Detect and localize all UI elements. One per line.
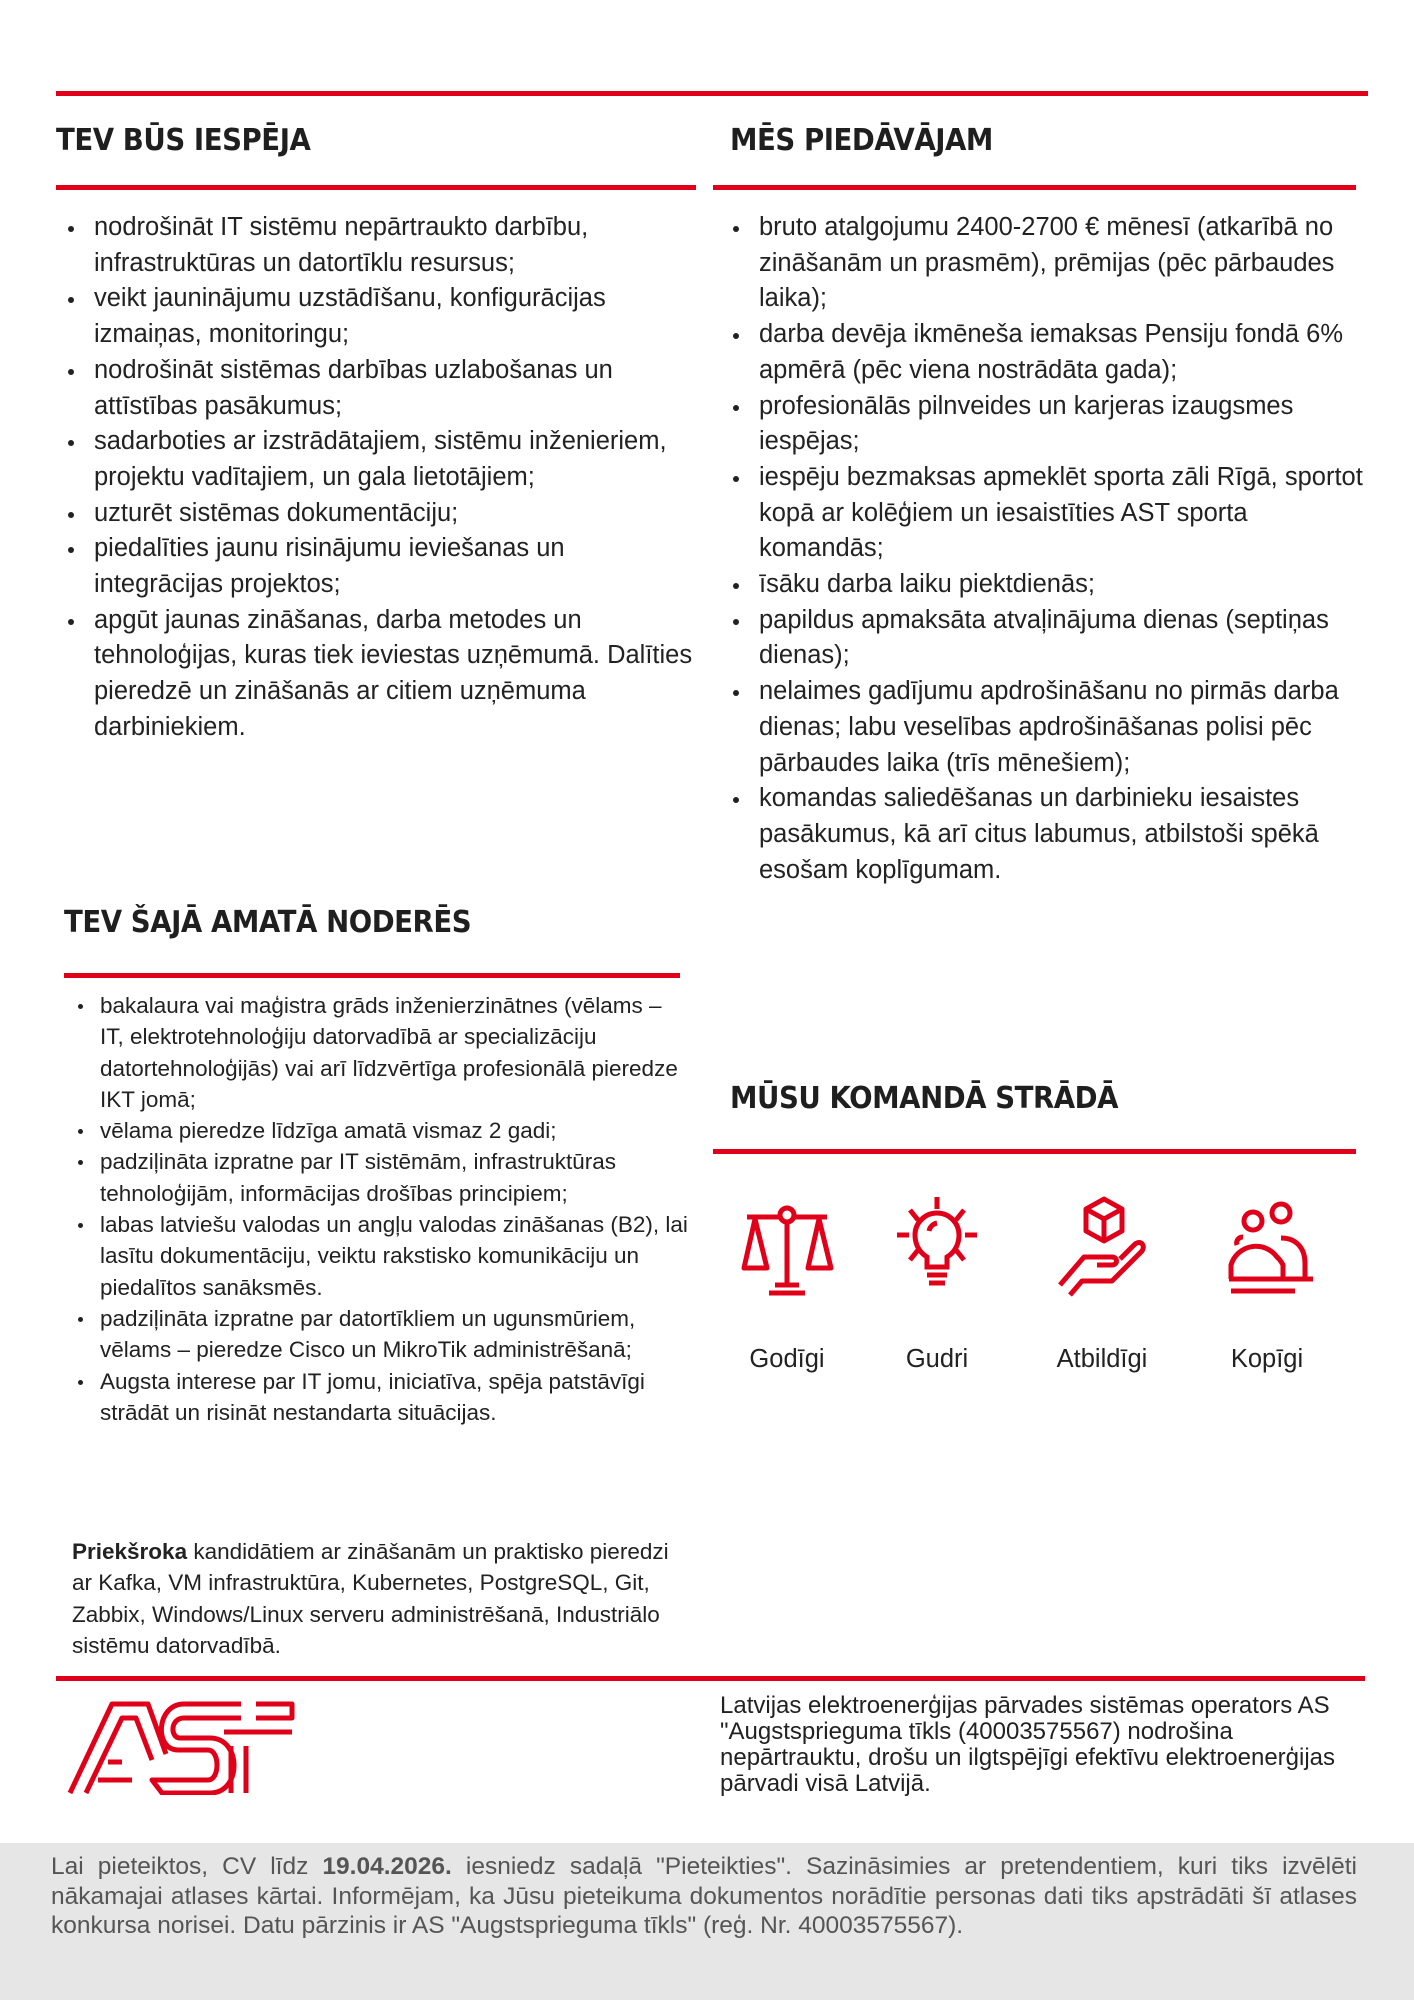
application-notice xyxy=(51,1852,1357,1941)
list-item: bruto atalgojumu 2400-2700 € mēnesī (atkarībā no zināšanām un prasmēm), prēmijas (pēc pārbaudes laika); xyxy=(723,210,1363,317)
advantage-text: kandidātiem ar zināšanām un praktisko pieredzi ar Kafka, VM infrastruktūra, Kubernetes, PostgreSQL, Git, Zabbix, Windows/Linux serveru administrēšanā, Industriālo sistēmu datorvadībā. xyxy=(72,1539,669,1658)
list-item: īsāku darba laiku piektdienās; xyxy=(723,567,1363,603)
value-honest xyxy=(712,1195,862,1373)
footer-divider xyxy=(56,1676,1365,1681)
section-title-we-offer: MĒS PIEDĀVĀJAM xyxy=(730,123,993,158)
list-item: padziļināta izpratne par datortīkliem un ugunsmūriem, vēlams – pieredze Cisco un MikroTik administrēšanā; xyxy=(70,1303,690,1366)
list-item: apgūt jaunas zināšanas, darba metodes un tehnoloģijas, kuras tiek ieviestas uzņēmumā. Dalīties pieredzē un zināšanās ar citiem uzņēmuma darbiniekiem. xyxy=(58,603,698,746)
notice-prefix: Lai pieteiktos, CV līdz xyxy=(51,1853,323,1880)
opportunities-list xyxy=(58,210,698,746)
opportunities-underline xyxy=(56,185,696,190)
value-responsible xyxy=(1027,1195,1177,1373)
value-smart xyxy=(862,1195,1012,1373)
list-item: darba devēja ikmēneša iemaksas Pensiju fondā 6% apmērā (pēc viena nostrādāta gada); xyxy=(723,317,1363,388)
requirements-list xyxy=(70,990,690,1428)
section-title-requirements: TEV ŠAJĀ AMATĀ NODERĒS xyxy=(64,905,472,940)
company-description: Latvijas elektroenerģijas pārvades sistēmas operators AS "Augstsprieguma tīkls (40003575567) nodrošina nepārtrauktu, drošu un ilgtspējīgi efektīvu elektroenerģijas pārvadi visā Latvijā. xyxy=(720,1692,1336,1797)
list-item: labas latviešu valodas un angļu valodas zināšanas (B2), lai lasītu dokumentāciju, veiktu rakstisko komunikāciju un piedalītos sanāksmēs. xyxy=(70,1209,690,1303)
list-item: sadarboties ar izstrādātajiem, sistēmu inženieriem, projektu vadītajiem, un gala lietotājiem; xyxy=(58,424,698,495)
we-offer-list xyxy=(723,210,1363,888)
value-label: Atbildīgi xyxy=(1056,1345,1148,1373)
list-item: veikt jauninājumu uzstādīšanu, konfigurācijas izmaiņas, monitoringu; xyxy=(58,281,698,352)
ast-logo xyxy=(66,1700,296,1795)
list-item: Augsta interese par IT jomu, iniciatīva, spēja patstāvīgi strādāt un risināt nestandarta situācijas. xyxy=(70,1366,690,1429)
ast-logo-icon xyxy=(66,1700,296,1795)
value-label: Godīgi xyxy=(749,1345,825,1373)
list-item: vēlama pieredze līdzīga amatā vismaz 2 gadi; xyxy=(70,1115,690,1146)
advantage-note xyxy=(72,1536,682,1661)
notice-suffix: iesniedz sadaļā "Pieteikties". Sazināsimies ar pretendentiem, kuri tiks izvēlēti nākamajai atlases kārtai. Informējam, ka Jūsu pieteikuma dokumentos norādītie personas dati tiks apstrādāti šī atlases konkursa norisei. Datu pārzinis ir AS "Augstsprieguma tīkls" (reģ. Nr. 40003575567). xyxy=(51,1853,1357,1939)
people-table-icon xyxy=(1207,1195,1327,1305)
team-underline xyxy=(713,1149,1356,1154)
lightbulb-icon xyxy=(877,1195,997,1305)
list-item: piedalīties jaunu risinājumu ieviešanas un integrācijas projektos; xyxy=(58,531,698,602)
list-item: bakalaura vai maģistra grāds inženierzinātnes (vēlams – IT, elektrotehnoloģiju datorvadībā ar specializāciju datortehnoloģijās) vai arī līdzvērtīga profesionālā pieredze IKT jomā; xyxy=(70,990,690,1115)
top-divider xyxy=(56,91,1368,96)
list-item: uzturēt sistēmas dokumentāciju; xyxy=(58,496,698,532)
requirements-underline xyxy=(64,973,680,978)
list-item: padziļināta izpratne par IT sistēmām, infrastruktūras tehnoloģijām, informācijas drošības principiem; xyxy=(70,1146,690,1209)
value-label: Kopīgi xyxy=(1230,1345,1304,1373)
scales-icon xyxy=(727,1195,847,1305)
list-item: komandas saliedēšanas un darbinieku iesaistes pasākumus, kā arī citus labumus, atbilstoši spēkā esošam koplīgumam. xyxy=(723,781,1363,888)
list-item: nodrošināt IT sistēmu nepārtraukto darbību, infrastruktūras un datortīklu resursus; xyxy=(58,210,698,281)
list-item: nelaimes gadījumu apdrošināšanu no pirmās darba dienas; labu veselības apdrošināšanas polisi pēc pārbaudes laika (trīs mēnešiem); xyxy=(723,674,1363,781)
section-title-team: MŪSU KOMANDĀ STRĀDĀ xyxy=(730,1081,1119,1116)
list-item: profesionālās pilnveides un karjeras izaugsmes iespējas; xyxy=(723,389,1363,460)
application-deadline: 19.04.2026. xyxy=(322,1853,452,1880)
hand-box-icon xyxy=(1042,1195,1162,1305)
value-label: Gudri xyxy=(905,1345,969,1373)
section-title-opportunities: TEV BŪS IESPĒJA xyxy=(56,123,311,158)
team-values xyxy=(712,1195,1352,1395)
advantage-bold: Priekšroka xyxy=(72,1539,188,1564)
value-together xyxy=(1192,1195,1342,1373)
list-item: papildus apmaksāta atvaļinājuma dienas (septiņas dienas); xyxy=(723,603,1363,674)
we-offer-underline xyxy=(713,185,1356,190)
list-item: nodrošināt sistēmas darbības uzlabošanas un attīstības pasākumus; xyxy=(58,353,698,424)
list-item: iespēju bezmaksas apmeklēt sporta zāli Rīgā, sportot kopā ar kolēģiem un iesaistīties AST sporta komandās; xyxy=(723,460,1363,567)
